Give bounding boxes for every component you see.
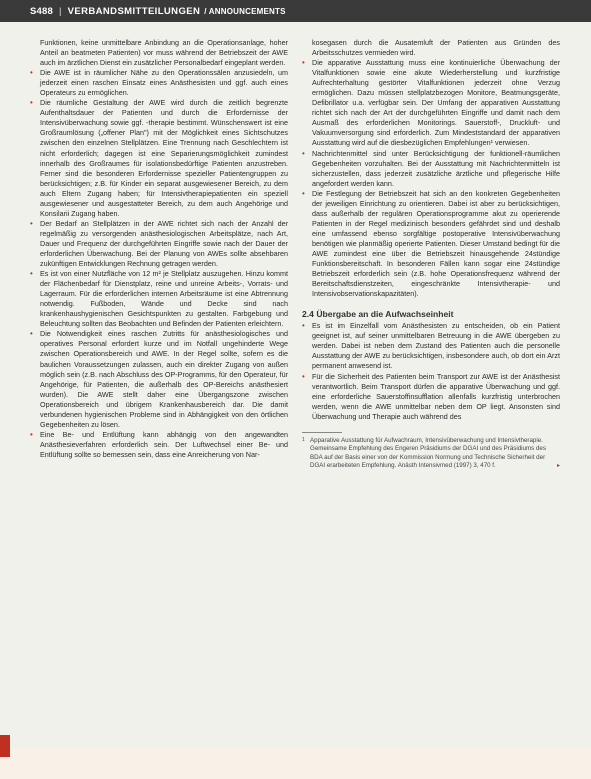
footnote-text: Apparative Ausstattung für Aufwachraum, Intensivüberwachung und Intensivtherapie. Gemeinsame Empfehlung des Engeren Präsidiums der DGAI und des Präsidiums des BDA auf der Basis einer von der Kommission Normung und Technische Sicherheit der DGAI erarbeiteten Empfehlung. Anästh Intensivmed (1997) 3, 470 f.: [310, 436, 546, 469]
section-bullet-list: [302, 321, 560, 421]
left-bullet-list: [30, 38, 288, 460]
page-accent-bar: [0, 735, 10, 757]
right-bullet-list: [302, 38, 560, 299]
header-separator: |: [59, 5, 62, 17]
list-item: • Die apparative Ausstattung muss eine kontinuierliche Überwachung der Vitalfunktionen sowie eine akute Wiederherstellung und kurzfristige Aufrechterhaltung gestörter Vitalfunktionen jederzeit ohne Verzug ermöglichen. Dazu müssen stellplatzbezogen Monitore, Beatmungsgeräte, Defibrillator u.a. verfügbar sein. Der Umfang der apparativen Ausstattung richtet sich nach der Art der durchgeführten Eingriffe und damit nach dem Ausmaß des erforderlichen Monitorings. Sauerstoff-, Druckluft- und Vakuumversorgung sind erforderlich. Zum Mindeststandard der apparativen Ausstattung wird auf die diesbezüglichen Empfehlungen¹ verwiesen.: [302, 58, 560, 148]
list-item: kosegasen durch die Ausatemluft der Patienten aus Gründen des Arbeitsschutzes vermieden wird.: [312, 38, 560, 58]
list-item: • Der Bedarf an Stellplätzen in der AWE richtet sich nach der Anzahl der regelmäßig zu versorgenden anästhesiologischen Arbeitsplätze, nach Art, Dauer und Frequenz der durchgeführten Eingriffe sowie nach der Dauer der erforderlichen Überwachung. Bei der Planung von AWEs sollte absehbaren zukünftigen Entwicklungen Rechnung getragen werden.: [30, 219, 288, 269]
list-item: • Die Festlegung der Betriebszeit hat sich an den konkreten Gegebenheiten der jeweiligen Einrichtung zu orientieren. Dabei ist aber zu berücksichtigen, dass außerhalb der regulären Operationsprogramme akut zu operierende Patienten in der Regel medizinisch besonders gefährdet sind und deshalb eine umfassend ebenso sorgfältige postoperative Intensivüberwachung benötigen wie planmäßig operierte Patienten. Dieser Umstand bedingt für die AWE zumindest eine über die Betriebszeit hinausgehende 24stündige Funktionsbereitschaft. In besonderen Fällen kann sogar eine 24stündige Betriebszeit erforderlich sein (z.B. hohe Operationsfrequenz während der Bereitschaftsdienstzeiten, eingeschränkte Intensivtherapie- und Intensivobservationskapazitäten).: [302, 189, 560, 300]
section-label: / ANNOUNCEMENTS: [204, 6, 286, 16]
list-item: • Die räumliche Gestaltung der AWE wird durch die zeitlich begrenzte Aufenthaltsdauer der Patienten und durch die Erfordernisse der Intensivüberwachung sowie ggf. -therapie bestimmt. Wünschenswert ist eine Großraumlösung („offener Plan") mit der Möglichkeit eines Sichtschutzes zwischen den einzelnen Stellplätzen. Eine Trennung nach Geschlechtern ist nicht erforderlich; dagegen ist eine Separierungsmöglichkeit zumindest innerhalb des Großraumes für isolationsbedürftige Patienten anzustreben. Ferner sind die besonderen Erfordernisse spezieller Patientengruppen zu berücksichtigen; z.B. für Kinder ein separat ausgewiesener Bereich, zu dem auch Eltern Zugang haben; für Intensivtherapiepatienten ein speziell ausgewiesener und ausgestatteter Bereich, zu dem auch Angehörige und Konsilarii Zugang haben.: [30, 98, 288, 219]
list-item: • Für die Sicherheit des Patienten beim Transport zur AWE ist der Anästhesist verantwortlich. Beim Transport dürfen die apparative Überwachung und ggf. eine erforderliche Sauerstoffinsufflation allenfalls kurzfristig unterbrochen werden, wenn die AWE unmittelbar neben dem OP liegt. Ansonsten sind Überwachung und Therapie auch während des: [302, 372, 560, 422]
page-number: S488: [30, 5, 53, 17]
footnote-number: 1: [302, 436, 305, 443]
list-item: • Es ist im Einzelfall vom Anästhesisten zu entscheiden, ob ein Patient geeignet ist, auf seiner unmittelbaren Betreuung in die AWE übergeben zu werden. Dabei ist neben dem Zustand des Patienten auch die personelle Ausstattung der AWE zu berücksichtigen, insbesondere auch, ob dort ein Arzt permanent anwesend ist.: [302, 321, 560, 371]
journal-title: VERBANDSMITTEILUNGEN: [67, 5, 201, 17]
page-header: [0, 0, 591, 22]
left-column: [30, 38, 288, 460]
section-heading: 2.4 Übergabe an die Aufwachseinheit: [302, 309, 454, 320]
list-item: • Die AWE ist in räumlicher Nähe zu den Operationssälen anzusiedeln, um jederzeit einen raschen Einsatz eines Anästhesisten und ggf. auch eines Operateurs zu ermöglichen.: [30, 68, 288, 98]
continue-arrow-icon: ▸: [556, 462, 560, 469]
list-item: • Nachrichtenmittel sind unter Berücksichtigung der funktionell-räumlichen Gegebenheiten vorzuhalten. Bei der Ausstattung mit Nachrichtenmitteln ist sicherzustellen, dass jederzeit zusätzliche ärztliche und pflegerische Hilfe angefordert werden kann.: [302, 149, 560, 189]
right-column: [302, 38, 560, 470]
list-item: • Eine Be- und Entlüftung kann abhängig von den angewandten Anästhesieverfahren erforderlich sein. Der Luftwechsel einer Be- und Entlüftung sollte so bemessen sein, dass eine Anreicherung von Nar-: [30, 430, 288, 460]
list-item: Funktionen, keine unmittelbare Anbindung an die Operationsanlage, hoher Anteil an beatmeten Patienten) vor muss während der Betriebszeit der AWE auch im ärztlichen Dienst ein zusätzlicher Personalbedarf eingeplant werden.: [40, 38, 288, 68]
list-item: • Es ist von einer Nutzfläche von 12 m² je Stellplatz auszugehen. Hinzu kommt der Flächenbedarf für Dienstplatz, reine und unreine Arbeits-, Vorrats- und Lagerraum. Für die erforderlichen internen Arbeitsräume ist eine Abtrennung notwendig. Fußboden, Wände und Decke sind nach krankenhaushygienischen Gesichtspunkten zu gestalten. Farbgebung und Beleuchtung sollten das Beobachten und Befinden der Patienten erleichtern.: [30, 269, 288, 329]
bottom-band: [0, 748, 591, 779]
footnote: [302, 437, 560, 471]
list-item: • Die Notwendigkeit eines raschen Zutritts für anästhesiologisches und operatives Personal erfordert kurze und im Notfall ungehinderte Wege zwischen Operationsbereich und AWE. In der Regel sollte, sofern es die baulichen Voraussetzungen zulassen, auch ein direkter Zugang von außen möglich sein (z.B. nach Abschluss des OP-Programms, für den Operateur, für Angehörige, für Patienten, die außerhalb des OP-Bereichs anästhesiert wurden). Die AWE stellt daher eine Übergangszone zwischen Operationsbereich und übrigem Krankenhausbereich dar. Die damit verbundenen hygienischen Probleme sind in Abhängigkeit von den örtlichen Gegebenheiten zu lösen.: [30, 329, 288, 429]
footnote-divider: [302, 432, 342, 433]
